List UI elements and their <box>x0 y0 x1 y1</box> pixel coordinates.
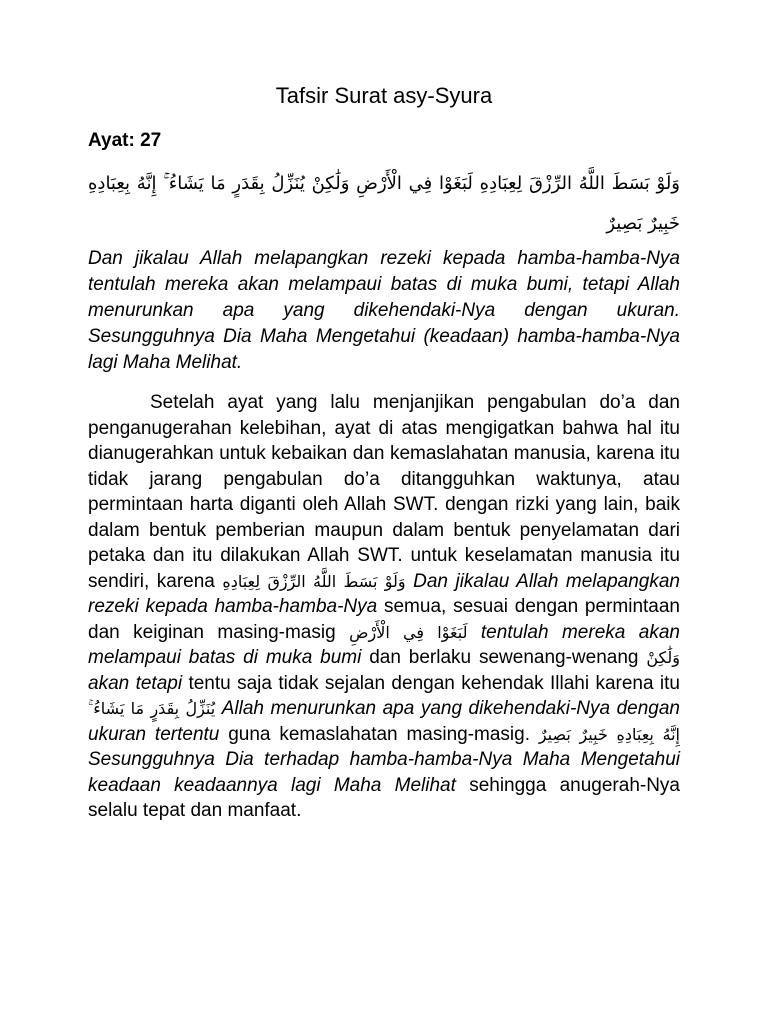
tafsir-text-4: tentu saja tidak sejalan dengan kehendak Illahi karena itu <box>188 672 680 694</box>
italic-translation-1: Dan jikalau Allah melapangkan rezeki kepada hamba-hamba-Nya <box>88 570 680 617</box>
italic-translation-4: Allah menurunkan apa yang dikehendaki-Nya dengan ukuran tertentu <box>88 698 680 745</box>
tafsir-text-6: sehingga anugerah-Nya selalu tepat dan manfaat. <box>88 774 680 821</box>
tafsir-text-5: guna kemaslahatan masing-masig. <box>228 723 530 745</box>
arabic-verse: وَلَوْ بَسَطَ اللَّهُ الرِّزْقَ لِعِبَادِهِ لَبَغَوْا فِي الْأَرْضِ وَلَٰكِنْ يُنَزِّلُ بِقَدَرٍ مَا يَشَاءُ ۚ إِنَّهُ بِعِبَادِهِ خَبِيرٌ بَصِيرٌ <box>88 173 680 234</box>
italic-translation-2: tentulah mereka akan melampaui batas di muka bumi <box>88 621 680 668</box>
arabic-quote-1: وَلَوْ بَسَطَ اللَّهُ الرِّزْقَ لِعِبَادِهِ <box>222 571 406 591</box>
ayat-label: Ayat: 27 <box>88 130 162 151</box>
tafsir-text-1: Setelah ayat yang lalu menjanjikan pengabulan do’a dan penganugerahan kelebihan, ayat di atas mengigatkan bahwa hal itu dianugerahkan untuk kebaikan dan kemaslahatan manusia, karena itu tidak jarang pengabulan do’a ditangguhkan waktunya, atau permintaan harta diganti oleh Allah SWT. dengan rizki yang lain, baik dalam bentuk pemberian maupun dalam bentuk penyelamatan dari petaka dan itu dilakukan Allah SWT. untuk keselamatan manusia itu sendiri, karena <box>88 392 680 592</box>
tafsir-text-3: dan berlaku sewenang-wenang <box>369 647 639 668</box>
tafsir-paragraph <box>88 390 680 824</box>
arabic-quote-4: يُنَزِّلُ بِقَدَرٍ مَا يَشَاءُ ۚ <box>88 699 216 718</box>
arabic-quote-5: إِنَّهُ بِعِبَادِهِ خَبِيرٌ بَصِيرٌ <box>538 724 680 744</box>
page-title: Tafsir Surat asy-Syura <box>275 83 493 108</box>
italic-translation-5: Sesungguhnya Dia terhadap hamba-hamba-Nya Maha Mengetahui keadaan keadaannya lagi Maha Melihat <box>88 749 680 796</box>
arabic-quote-3: وَلَٰكِنْ <box>646 648 680 667</box>
arabic-quote-2: لَبَغَوْا فِي الْأَرْضِ <box>349 622 468 642</box>
document-page <box>88 82 680 824</box>
italic-translation-3: akan tetapi <box>88 672 183 694</box>
verse-translation: Dan jikalau Allah melapangkan rezeki kepada hamba-hamba-Nya tentulah mereka akan melampaui batas di muka bumi, tetapi Allah menurunkan apa yang dikehendaki-Nya dengan ukuran. Sesungguhnya Dia Maha Mengetahui (keadaan) hamba-hamba-Nya lagi Maha Melihat. <box>88 248 680 373</box>
tafsir-text-2: semua, sesuai dengan permintaan dan keiginan masing-masig <box>88 596 680 643</box>
